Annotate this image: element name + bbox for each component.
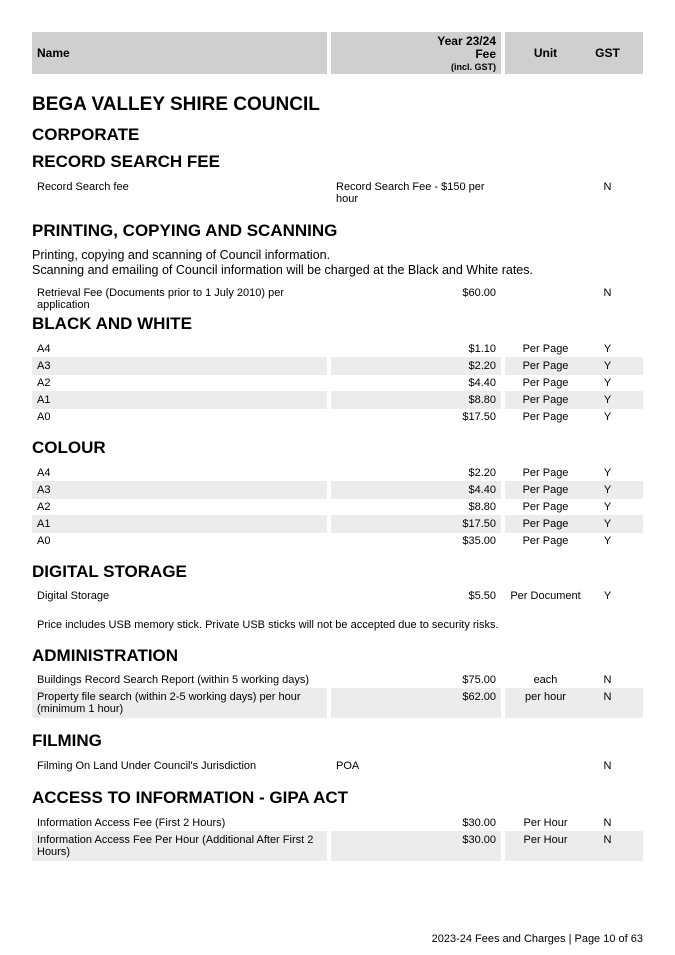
heading-colour: COLOUR — [32, 438, 106, 457]
table-row — [32, 357, 643, 375]
row-gst: N — [603, 287, 612, 299]
row-unit — [505, 757, 586, 775]
header-gst: GST — [586, 32, 643, 74]
row-name: A1 — [32, 515, 327, 533]
row-fee: $4.40 — [468, 377, 496, 389]
table-row — [32, 464, 643, 482]
header-fee-line3: (incl. GST) — [451, 62, 496, 72]
row-name: A1 — [32, 391, 327, 409]
heading-gipa: ACCESS TO INFORMATION - GIPA ACT — [32, 788, 349, 807]
table-row — [32, 284, 643, 314]
row-unit: Per Page — [505, 391, 586, 409]
row-fee: $17.50 — [462, 411, 496, 423]
row-name: Information Access Fee Per Hour (Additional After First 2 Hours) — [32, 831, 327, 861]
row-unit: Per Hour — [523, 817, 568, 829]
heading-administration: ADMINISTRATION — [32, 646, 179, 665]
row-unit: Per Page — [505, 357, 586, 375]
table-row — [32, 688, 643, 718]
row-name: A3 — [32, 357, 327, 375]
row-fee: $35.00 — [462, 535, 496, 547]
row-name: A4 — [37, 467, 51, 479]
heading-filming: FILMING — [32, 731, 102, 750]
row-gst: Y — [586, 515, 643, 533]
row-unit: per hour — [505, 688, 586, 718]
header-fee-line1: Year 23/24 — [437, 34, 496, 48]
row-gst: Y — [603, 343, 612, 355]
row-name: Property file search (within 2-5 working days) per hour (minimum 1 hour) — [32, 688, 327, 718]
header-fee-line2: Fee — [475, 47, 496, 61]
printing-desc-1: Printing, copying and scanning of Council information. — [32, 248, 331, 262]
header-fee — [331, 32, 501, 74]
heading-record-search: RECORD SEARCH FEE — [32, 152, 220, 171]
row-unit: Per Document — [510, 590, 581, 602]
row-fee: $75.00 — [462, 674, 496, 686]
row-gst: Y — [586, 481, 643, 499]
fee-schedule-page — [32, 32, 643, 858]
row-fee: POA — [336, 760, 360, 772]
row-fee: Record Search Fee - $150 per hour — [336, 181, 485, 205]
row-fee: $60.00 — [462, 287, 496, 299]
table-row — [32, 340, 643, 358]
row-fee: $8.80 — [468, 501, 496, 513]
row-unit: Per Page — [522, 377, 569, 389]
table-row — [32, 757, 643, 775]
header-name: Name — [32, 32, 327, 74]
row-unit — [505, 284, 586, 314]
section-title: CORPORATE — [32, 125, 140, 144]
row-gst: N — [586, 831, 643, 861]
row-fee: $4.40 — [331, 481, 501, 499]
row-fee: $2.20 — [468, 467, 496, 479]
row-unit: Per Page — [522, 411, 569, 423]
row-name: A2 — [37, 501, 51, 513]
row-fee: $17.50 — [331, 515, 501, 533]
printing-desc-2: Scanning and emailing of Council information will be charged at the Black and White rates. — [32, 263, 533, 277]
row-gst: Y — [603, 501, 612, 513]
table-row — [32, 515, 643, 533]
row-unit: Per Page — [522, 343, 569, 355]
row-name: Record Search fee — [37, 181, 129, 193]
header-unit: Unit — [505, 32, 586, 74]
row-fee: $30.00 — [331, 831, 501, 861]
table-row — [32, 814, 643, 832]
row-name: Buildings Record Search Report (within 5 working days) — [37, 674, 310, 686]
row-name: Digital Storage — [37, 590, 110, 602]
table-row — [32, 671, 643, 689]
row-unit: Per Page — [522, 467, 569, 479]
row-gst: Y — [603, 535, 612, 547]
org-title: BEGA VALLEY SHIRE COUNCIL — [32, 94, 320, 115]
row-unit: Per Page — [505, 481, 586, 499]
page-footer: 2023-24 Fees and Charges | Page 10 of 63 — [431, 933, 643, 945]
row-gst: N — [603, 760, 612, 772]
table-row — [32, 408, 643, 426]
row-fee: $8.80 — [331, 391, 501, 409]
row-fee: $5.50 — [468, 590, 496, 602]
table-row — [32, 587, 643, 605]
row-gst: Y — [586, 391, 643, 409]
row-name: A4 — [37, 343, 51, 355]
row-gst: N — [603, 674, 612, 686]
row-fee: $2.20 — [331, 357, 501, 375]
table-row — [32, 374, 643, 392]
row-name: A2 — [37, 377, 51, 389]
row-name: A0 — [37, 411, 51, 423]
row-unit: Per Page — [505, 515, 586, 533]
row-gst: Y — [586, 357, 643, 375]
table-row — [32, 481, 643, 499]
heading-black-white: BLACK AND WHITE — [32, 314, 192, 333]
row-fee: $62.00 — [331, 688, 501, 718]
row-name: A3 — [32, 481, 327, 499]
heading-printing: PRINTING, COPYING AND SCANNING — [32, 221, 338, 240]
row-name: Information Access Fee (First 2 Hours) — [37, 817, 226, 829]
row-fee: $1.10 — [468, 343, 496, 355]
table-row — [32, 831, 643, 861]
table-row — [32, 532, 643, 550]
row-unit: Per Page — [522, 501, 569, 513]
row-gst: N — [586, 688, 643, 718]
row-gst: Y — [603, 377, 612, 389]
table-header — [32, 32, 643, 74]
row-unit: Per Hour — [505, 831, 586, 861]
table-row — [32, 498, 643, 516]
row-gst: Y — [603, 411, 612, 423]
heading-digital-storage: DIGITAL STORAGE — [32, 562, 187, 581]
row-gst: N — [603, 181, 612, 193]
table-row — [32, 391, 643, 409]
row-gst: Y — [603, 590, 612, 602]
digital-storage-note: Price includes USB memory stick. Private USB sticks will not be accepted due to security risks. — [37, 619, 499, 631]
row-name: A0 — [37, 535, 51, 547]
row-name: Retrieval Fee (Documents prior to 1 July 2010) per application — [37, 287, 284, 311]
row-fee: $30.00 — [462, 817, 496, 829]
row-unit — [505, 178, 586, 208]
row-gst: N — [603, 817, 612, 829]
row-name: Filming On Land Under Council's Jurisdiction — [37, 760, 257, 772]
row-unit: Per Page — [522, 535, 569, 547]
table-row — [32, 178, 643, 208]
row-unit: each — [533, 674, 558, 686]
row-gst: Y — [603, 467, 612, 479]
